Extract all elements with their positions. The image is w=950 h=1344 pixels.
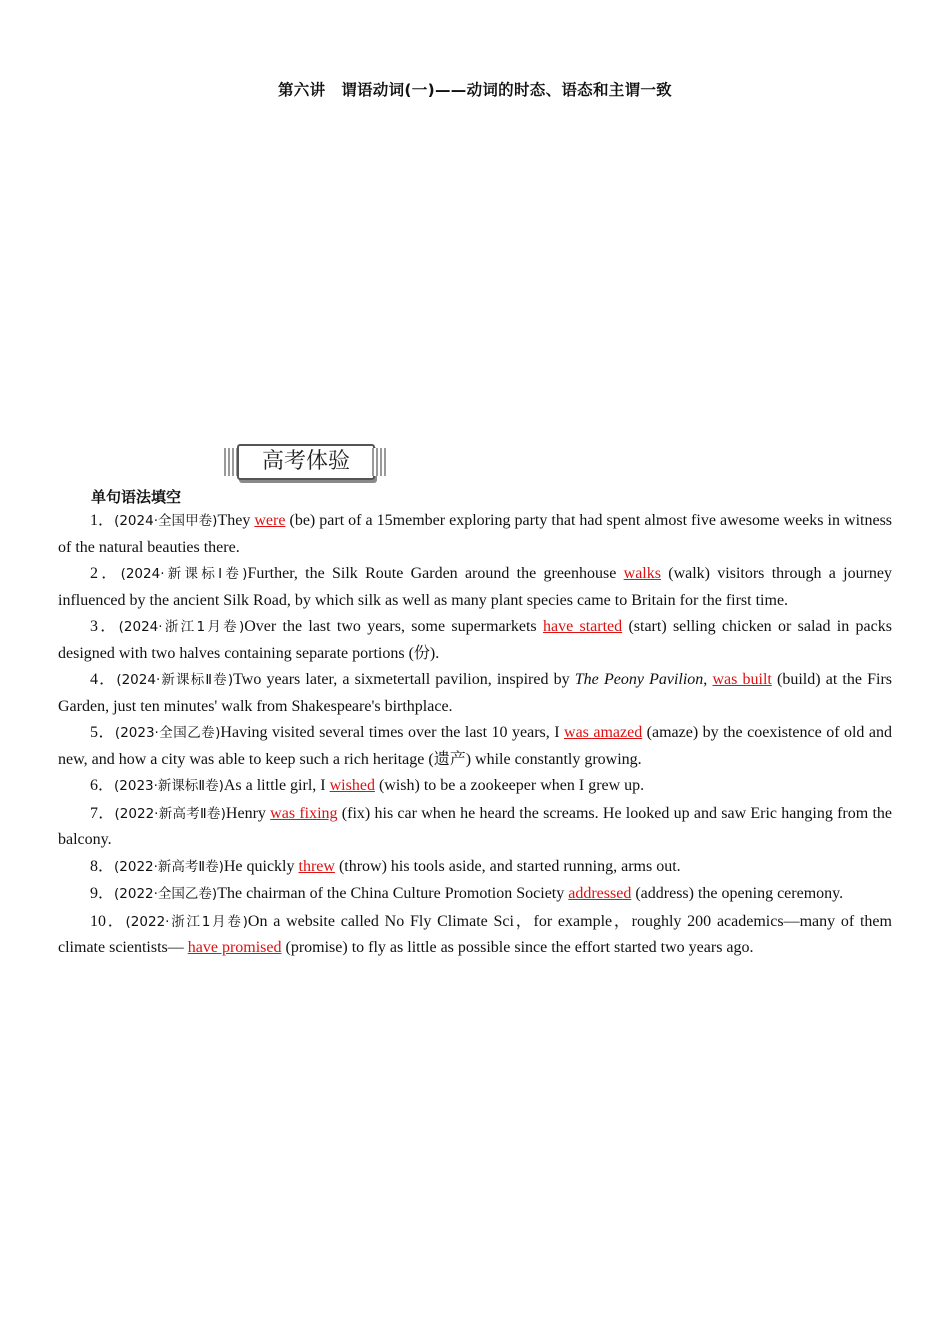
exercise-list [58,508,892,962]
exercise-item: 10．(2022·浙江1月卷)On a website called No Fly Climate Sci，for example，roughly 200 academics—many of them climate scientists— have promised (promise) to fly as little as possible since the effort started two years ago. [58,912,892,956]
exercise-item: 2．(2024·新课标Ⅰ卷)Further, the Silk Route Garden around the greenhouse walks (walk) visitors through a journey influenced by the ancient Silk Road, by which silk as well as many plant species came to Britain for the first time. [58,565,893,609]
section-title: 单句语法填空 [91,488,182,506]
exercise-item: 9．(2022·全国乙卷)The chairman of the China Culture Promotion Society addressed (address) the opening ceremony. [90,885,844,902]
answer: addressed [568,885,632,902]
answer: was fixing [270,804,338,822]
answer: was amazed [564,724,643,741]
banner-right-ribs [372,448,386,476]
section-banner [224,444,386,480]
exercise-item: 4．(2024·新课标Ⅱ卷)Two years later, a sixmetertall pavilion, inspired by The Peony Pavilion, was built (build) at the Firs Garden, just ten minutes' walk from Shakespeare's birthplace. [58,671,893,715]
answer: have started [542,618,623,635]
answer: threw [298,857,335,875]
exercise-item: 8．(2022·新高考Ⅱ卷)He quickly threw (throw) his tools aside, and started running, arms out. [90,857,681,875]
answer: were [254,512,286,529]
exercise-item: 3．(2024·浙江1月卷)Over the last two years, some supermarkets have started (start) selling chicken or salad in packs designed with two halves containing separate portions (份). [58,618,892,662]
exercise-item: 7．(2022·新高考Ⅱ卷)Henry was fixing (fix) his car when he heard the screams. He looked up and saw Eric hanging from the balcony. [58,804,893,848]
exercise-item: 5．(2023·全国乙卷)Having visited several times over the last 10 years, I was amazed (amaze) by the coexistence of old and new, and how a city was able to keep such a rich heritage (遗产) while constantly growing. [58,724,892,768]
banner-label: 高考体验 [237,444,375,480]
exercise-item: 6．(2023·新课标Ⅱ卷)As a little girl, I wished (wish) to be a zookeeper when I grew up. [90,777,645,794]
banner-left-ribs [224,448,238,476]
exercise-item: 1．(2024·全国甲卷)They were (be) part of a 15member exploring party that had spent almost five awesome weeks in witness of the natural beauties there. [58,512,893,556]
answer: was built [712,671,772,688]
answer: walks [623,565,661,582]
page-title: 第六讲 谓语动词(一)——动词的时态、语态和主谓一致 [278,81,672,99]
book-title: The Peony Pavilion [574,671,704,688]
answer: wished [329,777,375,794]
answer: have promised [187,939,282,956]
